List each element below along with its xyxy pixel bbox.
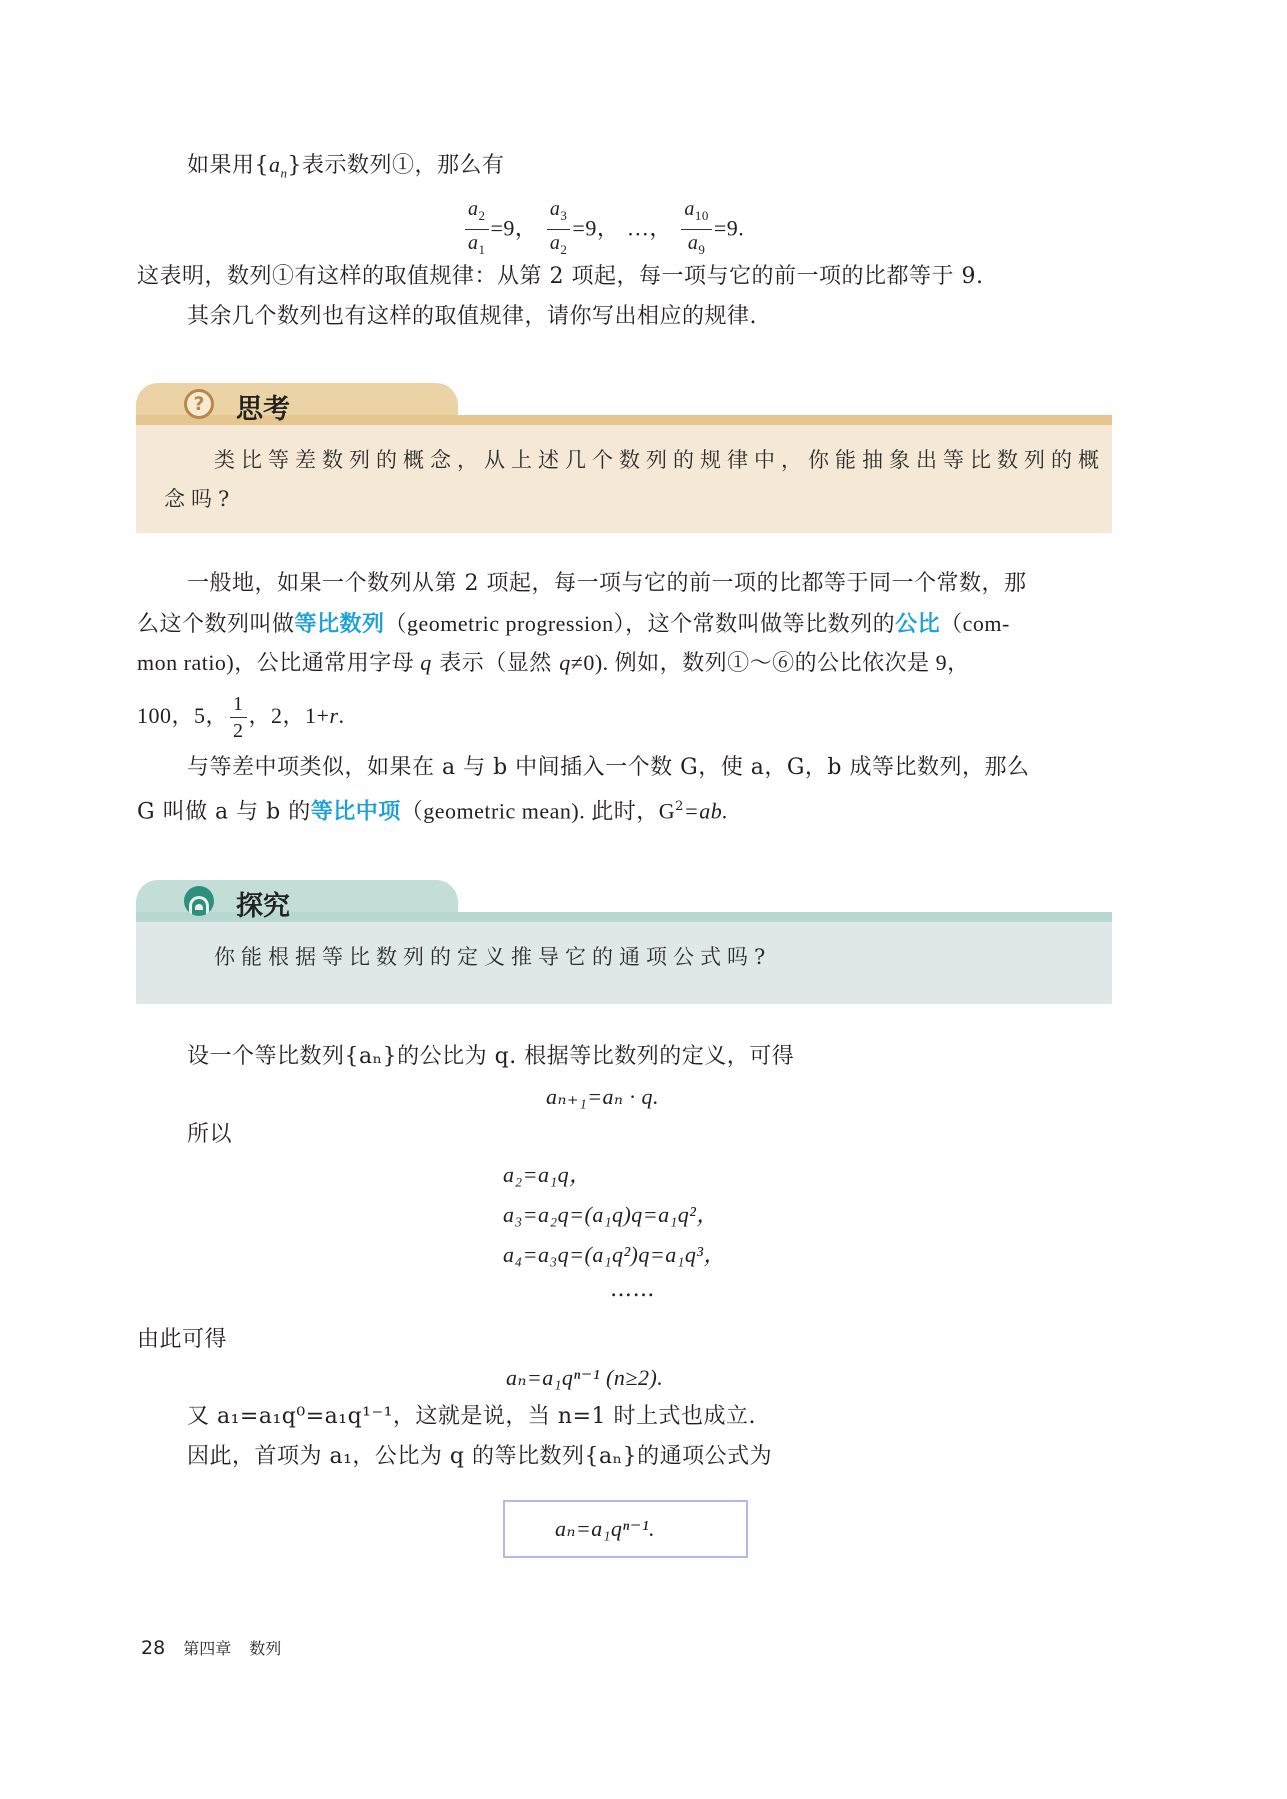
math-var: r — [329, 703, 339, 728]
ratio-equations — [463, 196, 744, 263]
explore-box — [136, 880, 1112, 1004]
math-var: q — [420, 650, 432, 675]
text: mon ratio)，公比通常用字母 — [137, 650, 421, 675]
explore-icon — [184, 886, 214, 916]
denominator: 2 — [233, 719, 244, 742]
numerator: $a_2$ — [465, 196, 489, 230]
think-title: 思考 — [236, 394, 290, 425]
numerator: $a_3$ — [547, 196, 571, 230]
ellipsis-dots: …… — [610, 1277, 655, 1302]
general-term-n-ge-2: aₙ=a₁qⁿ⁻¹ (n≥2). — [506, 1365, 664, 1390]
term-geometric-progression: 等比数列 — [294, 612, 385, 637]
ratio-value: =9， — [572, 215, 620, 241]
ratio-value: =9， — [490, 215, 538, 241]
hence-label: 由此可得 — [137, 1327, 228, 1352]
text: G 叫做 a 与 b 的 — [137, 799, 311, 825]
numerator: $a_{10}$ — [681, 196, 712, 230]
intro-line-1 — [187, 150, 505, 188]
text: 100，5， — [137, 703, 229, 728]
step-a4: a₄=a₃q=(a₁q²)q=a₁q³， — [503, 1242, 726, 1267]
question-icon: ? — [184, 389, 214, 419]
definition-line-2 — [137, 609, 1010, 640]
intro-line-3: 这表明，数列①有这样的取值规律：从第 2 项起，每一项与它的前一项的比都等于 9. — [137, 264, 984, 289]
term-geometric-mean: 等比中项 — [310, 799, 401, 825]
term-common-ratio: 公比 — [895, 612, 941, 637]
chapter-label: 第四章 — [183, 1639, 232, 1658]
recurrence-equation: aₙ₊₁=aₙ · q. — [546, 1084, 659, 1109]
denominator: $a_9$ — [687, 232, 706, 257]
think-box — [136, 383, 1112, 533]
math-var: a — [269, 152, 281, 177]
text: 如果用{ — [187, 153, 269, 178]
general-term-formula-box — [503, 1500, 748, 1558]
text: （geometric progression），这个常数叫做等比数列的 — [384, 611, 896, 636]
denominator: $a_1$ — [468, 232, 486, 257]
chapter-title: 数列 — [249, 1639, 282, 1658]
page-footer — [141, 1636, 299, 1659]
think-text-line-1: 类比等差数列的概念，从上述几个数列的规律中，你能抽象出等比数列的概 — [214, 448, 1105, 472]
math-sub: n — [280, 165, 288, 181]
geometric-mean-line-1: 与等差中项类似，如果在 a 与 b 中间插入一个数 G，使 a，G，b 成等比数列，那么 — [187, 755, 1030, 780]
page-number: 28 — [141, 1637, 166, 1659]
math-var: q — [559, 650, 571, 675]
think-body — [136, 425, 1112, 533]
ellipsis: …， — [626, 215, 672, 241]
text: ，2，1+ — [248, 703, 330, 728]
think-text-line-2: 念吗? — [164, 487, 236, 511]
intro-line-4: 其余几个数列也有这样的取值规律，请你写出相应的规律. — [187, 304, 757, 329]
denominator: $a_2$ — [549, 232, 568, 257]
so-label: 所以 — [187, 1122, 233, 1147]
ratio-fraction — [465, 196, 489, 263]
therefore-line: 因此，首项为 a₁，公比为 q 的等比数列{aₙ}的通项公式为 — [187, 1444, 773, 1469]
explore-title: 探究 — [236, 891, 290, 922]
general-term-formula: aₙ=a₁qⁿ⁻¹. — [555, 1516, 656, 1541]
definition-line-1: 一般地，如果一个数列从第 2 项起，每一项与它的前一项的比都等于同一个常数，那 — [187, 571, 1027, 596]
step-a3: a₃=a₂q=(a₁q)q=a₁q²， — [503, 1202, 719, 1227]
text: 么这个数列叫做 — [137, 612, 295, 637]
text: ≠0). 例如，数列①～⑥的公比依次是 9， — [570, 650, 970, 675]
also-line: 又 a₁=a₁q⁰=a₁q¹⁻¹，这就是说，当 n=1 时上式也成立. — [187, 1404, 756, 1429]
text: （geometric mean). 此时，G — [400, 798, 676, 824]
text: （com- — [940, 611, 1010, 636]
text: . — [338, 703, 345, 728]
step-a2: a₂=a₁q， — [503, 1162, 592, 1187]
text: }表示数列①，那么有 — [287, 153, 505, 178]
explore-text: 你能根据等比数列的定义推导它的通项公式吗? — [214, 945, 772, 969]
definition-line-3 — [137, 648, 970, 679]
text: =ab. — [683, 798, 729, 824]
superscript: 2 — [675, 799, 684, 814]
fraction-one-half — [230, 691, 247, 744]
ratio-fraction — [681, 196, 712, 263]
geometric-mean-line-2 — [137, 792, 728, 827]
text: 表示（显然 — [431, 651, 560, 676]
ratio-value: =9. — [713, 215, 745, 241]
derivation-line-1: 设一个等比数列{aₙ}的公比为 q. 根据等比数列的定义，可得 — [187, 1044, 795, 1069]
numerator: 1 — [230, 691, 247, 718]
ratio-fraction — [547, 196, 571, 263]
definition-line-4 — [137, 688, 345, 745]
